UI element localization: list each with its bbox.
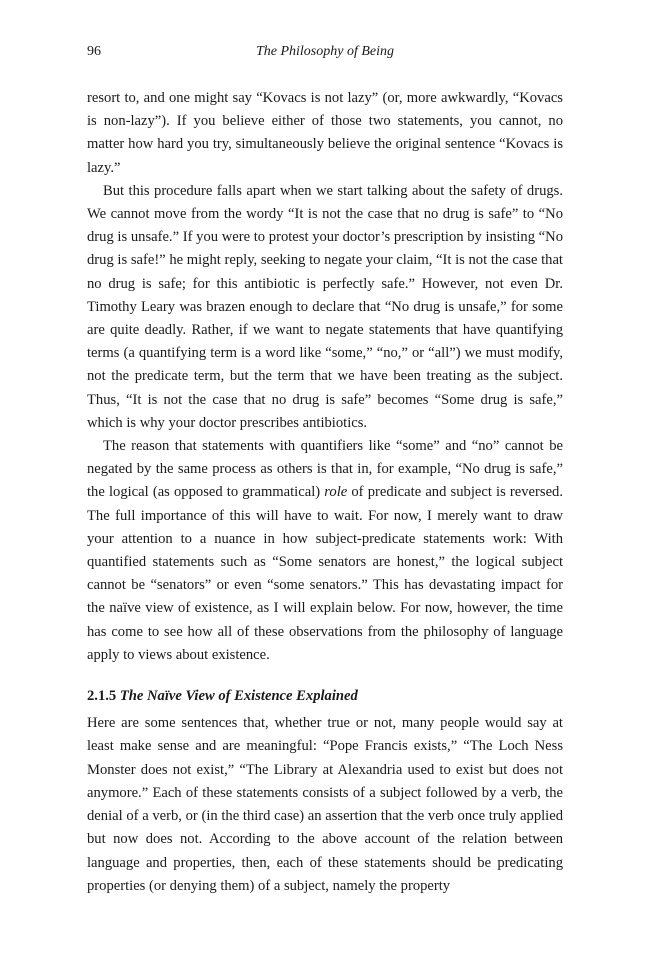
section-title: The Naïve View of Existence Explained — [119, 688, 358, 705]
paragraph-text: resort to, and one might say “Kovacs is not lazy” (or, more awkwardly, “Kovacs is non-lazy”). If you believe either of those two statements, you cannot, no matter how hard you try, simultaneously believe the original sentence “Kovacs is lazy.” — [87, 90, 563, 176]
paragraph-text: of predicate and subject is reversed. The full importance of this will have to wait. For now, I merely want to draw your attention to a nuance in how subject-predicate statements work: With quantified statements such as “Some senators are honest,” the logical subject cannot be “senators” or even “some senators.” This has devastating impact for the naïve view of existence, as I will explain below. For now, however, the time has come to see how all of these observations from the philosophy of language apply to views about existence. — [87, 484, 563, 663]
section-number: 2.1.5 — [87, 688, 117, 705]
paragraph — [87, 180, 563, 435]
paragraph-continued — [87, 87, 563, 180]
body-text — [87, 87, 563, 898]
paragraph-text: The reason that statements with quantifiers like “some” and “no” cannot be negated by the same process as others is that in, for example, “No drug is safe,” the logical (as opposed to grammatical) — [87, 438, 563, 501]
paragraph — [87, 435, 563, 667]
paragraph-text: But this procedure falls apart when we start talking about the safety of drugs. We cannot move from the wordy “It is not the case that no drug is safe” to “No drug is unsafe.” If you were to protest your doctor’s prescription by insisting “No drug is safe!” he might reply, seeking to negate your claim, “It is not the case that no drug is safe; for this antibiotic is perfectly safe.” However, not even Dr. Timothy Leary was brazen enough to declare that “No drug is unsafe,” for some are quite deadly. Rather, if we want to negate statements that have quantifying terms (a quantifying term is a word like “some,” “no,” or “all”) we must modify, not the predicate term, but the term that we have been treating as the subject. Thus, “It is not the case that no drug is safe” becomes “Some drug is safe,” which is why your doctor prescribes antibiotics. — [87, 182, 563, 431]
running-title: The Philosophy of Being — [255, 44, 395, 59]
section-heading — [87, 685, 563, 708]
page-number: 96 — [87, 44, 101, 59]
paragraph-text: Here are some sentences that, whether true or not, many people would say at least make sense and are meaningful: “Pope Francis exists,” “The Loch Ness Monster does not exist,” “The Library at Alexandria used to exist but does not anymore.” Each of these statements consists of a subject followed by a verb, the denial of a verb, or (in the third case) an assertion that the verb once truly applied but now does not. According to the above account of the relation between language and properties, then, each of these statements should be predicating properties (or denying them) of a subject, namely the property — [87, 715, 563, 894]
page-header — [87, 44, 563, 66]
emphasis-role: role — [324, 484, 348, 501]
paragraph — [87, 712, 563, 898]
